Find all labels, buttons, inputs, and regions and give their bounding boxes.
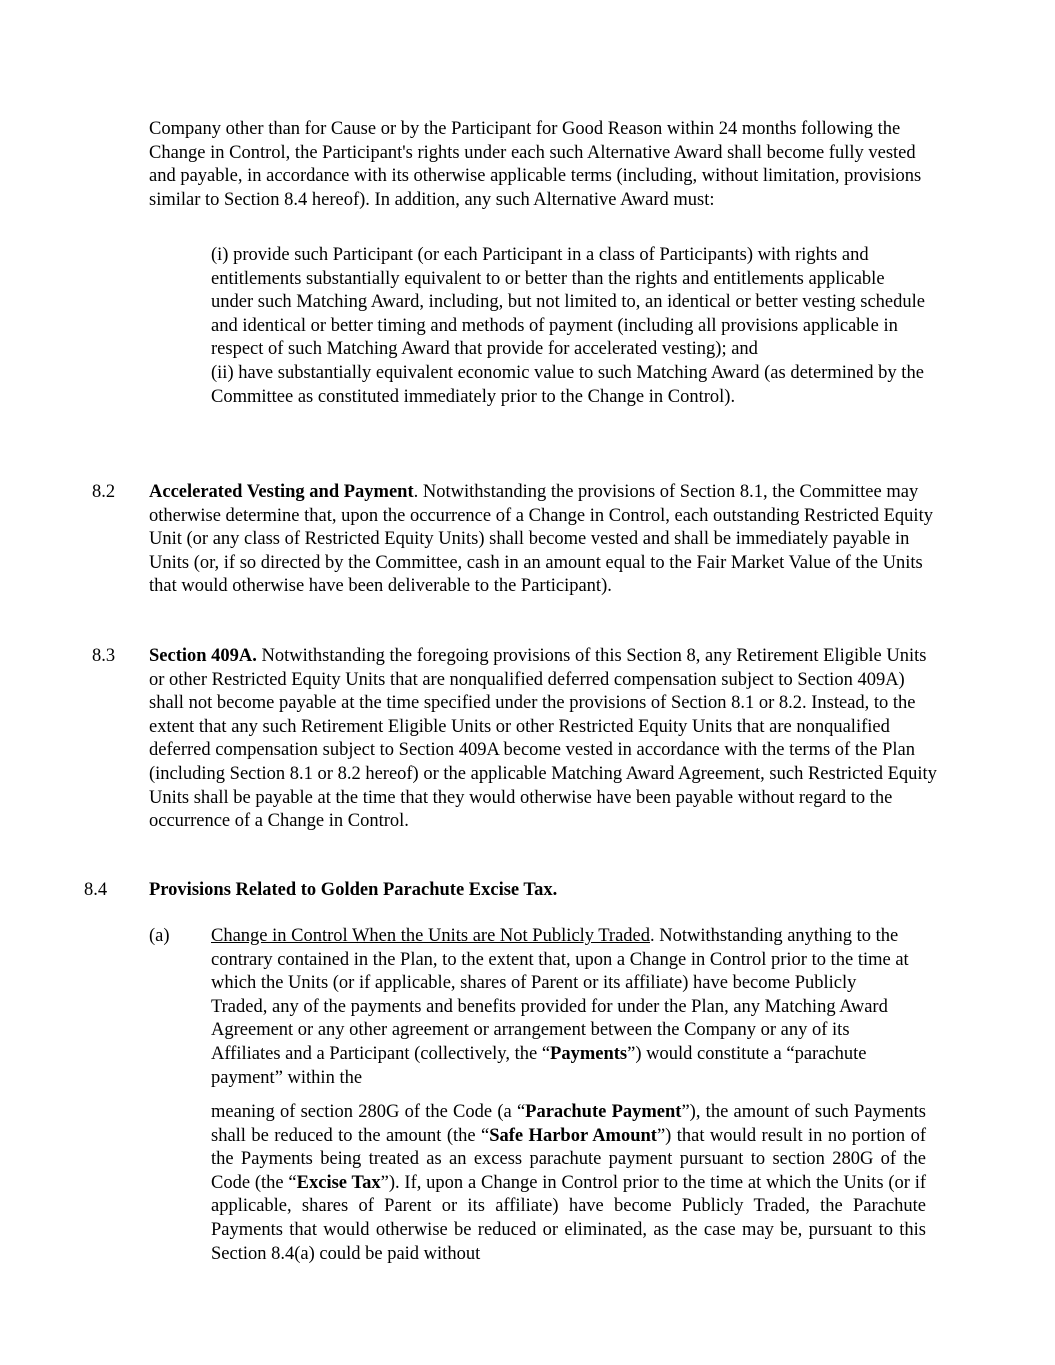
alternative-award-requirements — [211, 244, 926, 409]
requirement-ii: (ii) have substantially equivalent economic value to such Matching Award (as determined by the Committee as constituted immediately prior to the Change in Control). — [211, 362, 924, 407]
subsection-a-text-2a: meaning of section 280G of the Code (a “ — [211, 1102, 526, 1122]
intro-text: Company other than for Cause or by the Participant for Good Reason within 24 months following the Change in Control, the Participant's rights under each such Alternative Award shall become fully vested and payable, in accordance with its otherwise applicable terms (including, without limitation, provisions similar to Section 8.4 hereof). In addition, any such Alternative Award must: — [149, 119, 922, 210]
subsection-a-heading: Change in Control When the Units are Not Publicly Traded — [211, 926, 650, 946]
subsection-a-text-2b: ”), the amount of such Payments shall be reduced to the amount (the “ — [211, 1102, 926, 1146]
section-8-4-number: 8.4 — [84, 880, 108, 900]
section-8-3-heading: Section 409A. — [149, 646, 257, 666]
section-8-2-body — [149, 481, 939, 599]
term-payments: Payments — [550, 1043, 628, 1064]
requirement-i: (i) provide such Participant (or each Participant in a class of Participants) with rights and entitlements substantially equivalent to or better than the rights and entitlements applicable under such Matching Award, including, but not limited to, an identical or better vesting schedule and identical or better timing and methods of payment (including all provisions applicable in respect of such Matching Award that provide for accelerated vesting); and — [211, 245, 925, 360]
section-8-2-number: 8.2 — [92, 482, 116, 502]
section-8-4-heading-line — [149, 879, 939, 903]
term-parachute-payment: Parachute Payment — [525, 1102, 682, 1122]
subsection-a-text-1b: ”) would constitute a “parachute payment” within the — [211, 1043, 867, 1088]
subsection-a-label: (a) — [149, 926, 170, 946]
section-8-2-heading: Accelerated Vesting and Payment — [149, 482, 414, 502]
intro-paragraph — [149, 118, 939, 212]
subsection-a-paragraph-2 — [211, 1101, 926, 1266]
subsection-a-text-2d: ”). If, upon a Change in Control prior to the time at which the Units (or if applicable, shares of Parent or its affiliate) have become Publicly Traded, the Parachute Payments that would otherwise be reduced or eliminated, as the case may be, pursuant to this Section 8.4(a) could be paid without — [211, 1172, 926, 1264]
term-safe-harbor-amount: Safe Harbor Amount — [489, 1125, 657, 1146]
section-8-3-number: 8.3 — [92, 646, 116, 666]
subsection-a-text-2c: ”) that would result in no portion of the Payments being treated as an excess parachute payment pursuant to section 280G of the Code (the “ — [211, 1125, 926, 1193]
term-excise-tax: Excise Tax — [296, 1172, 381, 1193]
section-8-4-heading: Provisions Related to Golden Parachute Excise Tax. — [149, 880, 558, 900]
subsection-a-paragraph-1 — [211, 925, 911, 1090]
section-8-2-text: . Notwithstanding the provisions of Section 8.1, the Committee may otherwise determine that, upon the occurrence of a Change in Control, each outstanding Restricted Equity Unit (or any class of Restricted Equity Units) shall become vested and shall be immediately payable in Units (or, if so directed by the Committee, cash in an amount equal to the Fair Market Value of the Units that would otherwise have been deliverable to the Participant). — [149, 482, 933, 597]
subsection-a-text-1a: . Notwithstanding anything to the contrary contained in the Plan, to the extent that, upon a Change in Control prior to the time at which the Units (or if applicable, shares of Parent or its affiliate) have become Publicly Traded, any of the payments and benefits provided for under the Plan, any Matching Award Agreement or any other agreement or arrangement between the Company or any of its Affiliates and a Participant (collectively, the “ — [211, 926, 909, 1064]
section-8-3-body — [149, 645, 939, 834]
section-8-3-text: Notwithstanding the foregoing provisions of this Section 8, any Retirement Eligible Units or other Restricted Equity Units that are nonqualified deferred compensation subject to Section 409A) shall not become payable at the time specified under the provisions of Section 8.1 or 8.2. Instead, to the extent that any such Retirement Eligible Units or other Restricted Equity Units that are nonqualified deferred compensation subject to Section 409A become vested in accordance with the terms of the Plan (including Section 8.1 or 8.2 hereof) or the applicable Matching Award Agreement, such Restricted Equity Units shall be payable at the time that they would otherwise have been payable without regard to the occurrence of a Change in Control. — [149, 646, 937, 832]
